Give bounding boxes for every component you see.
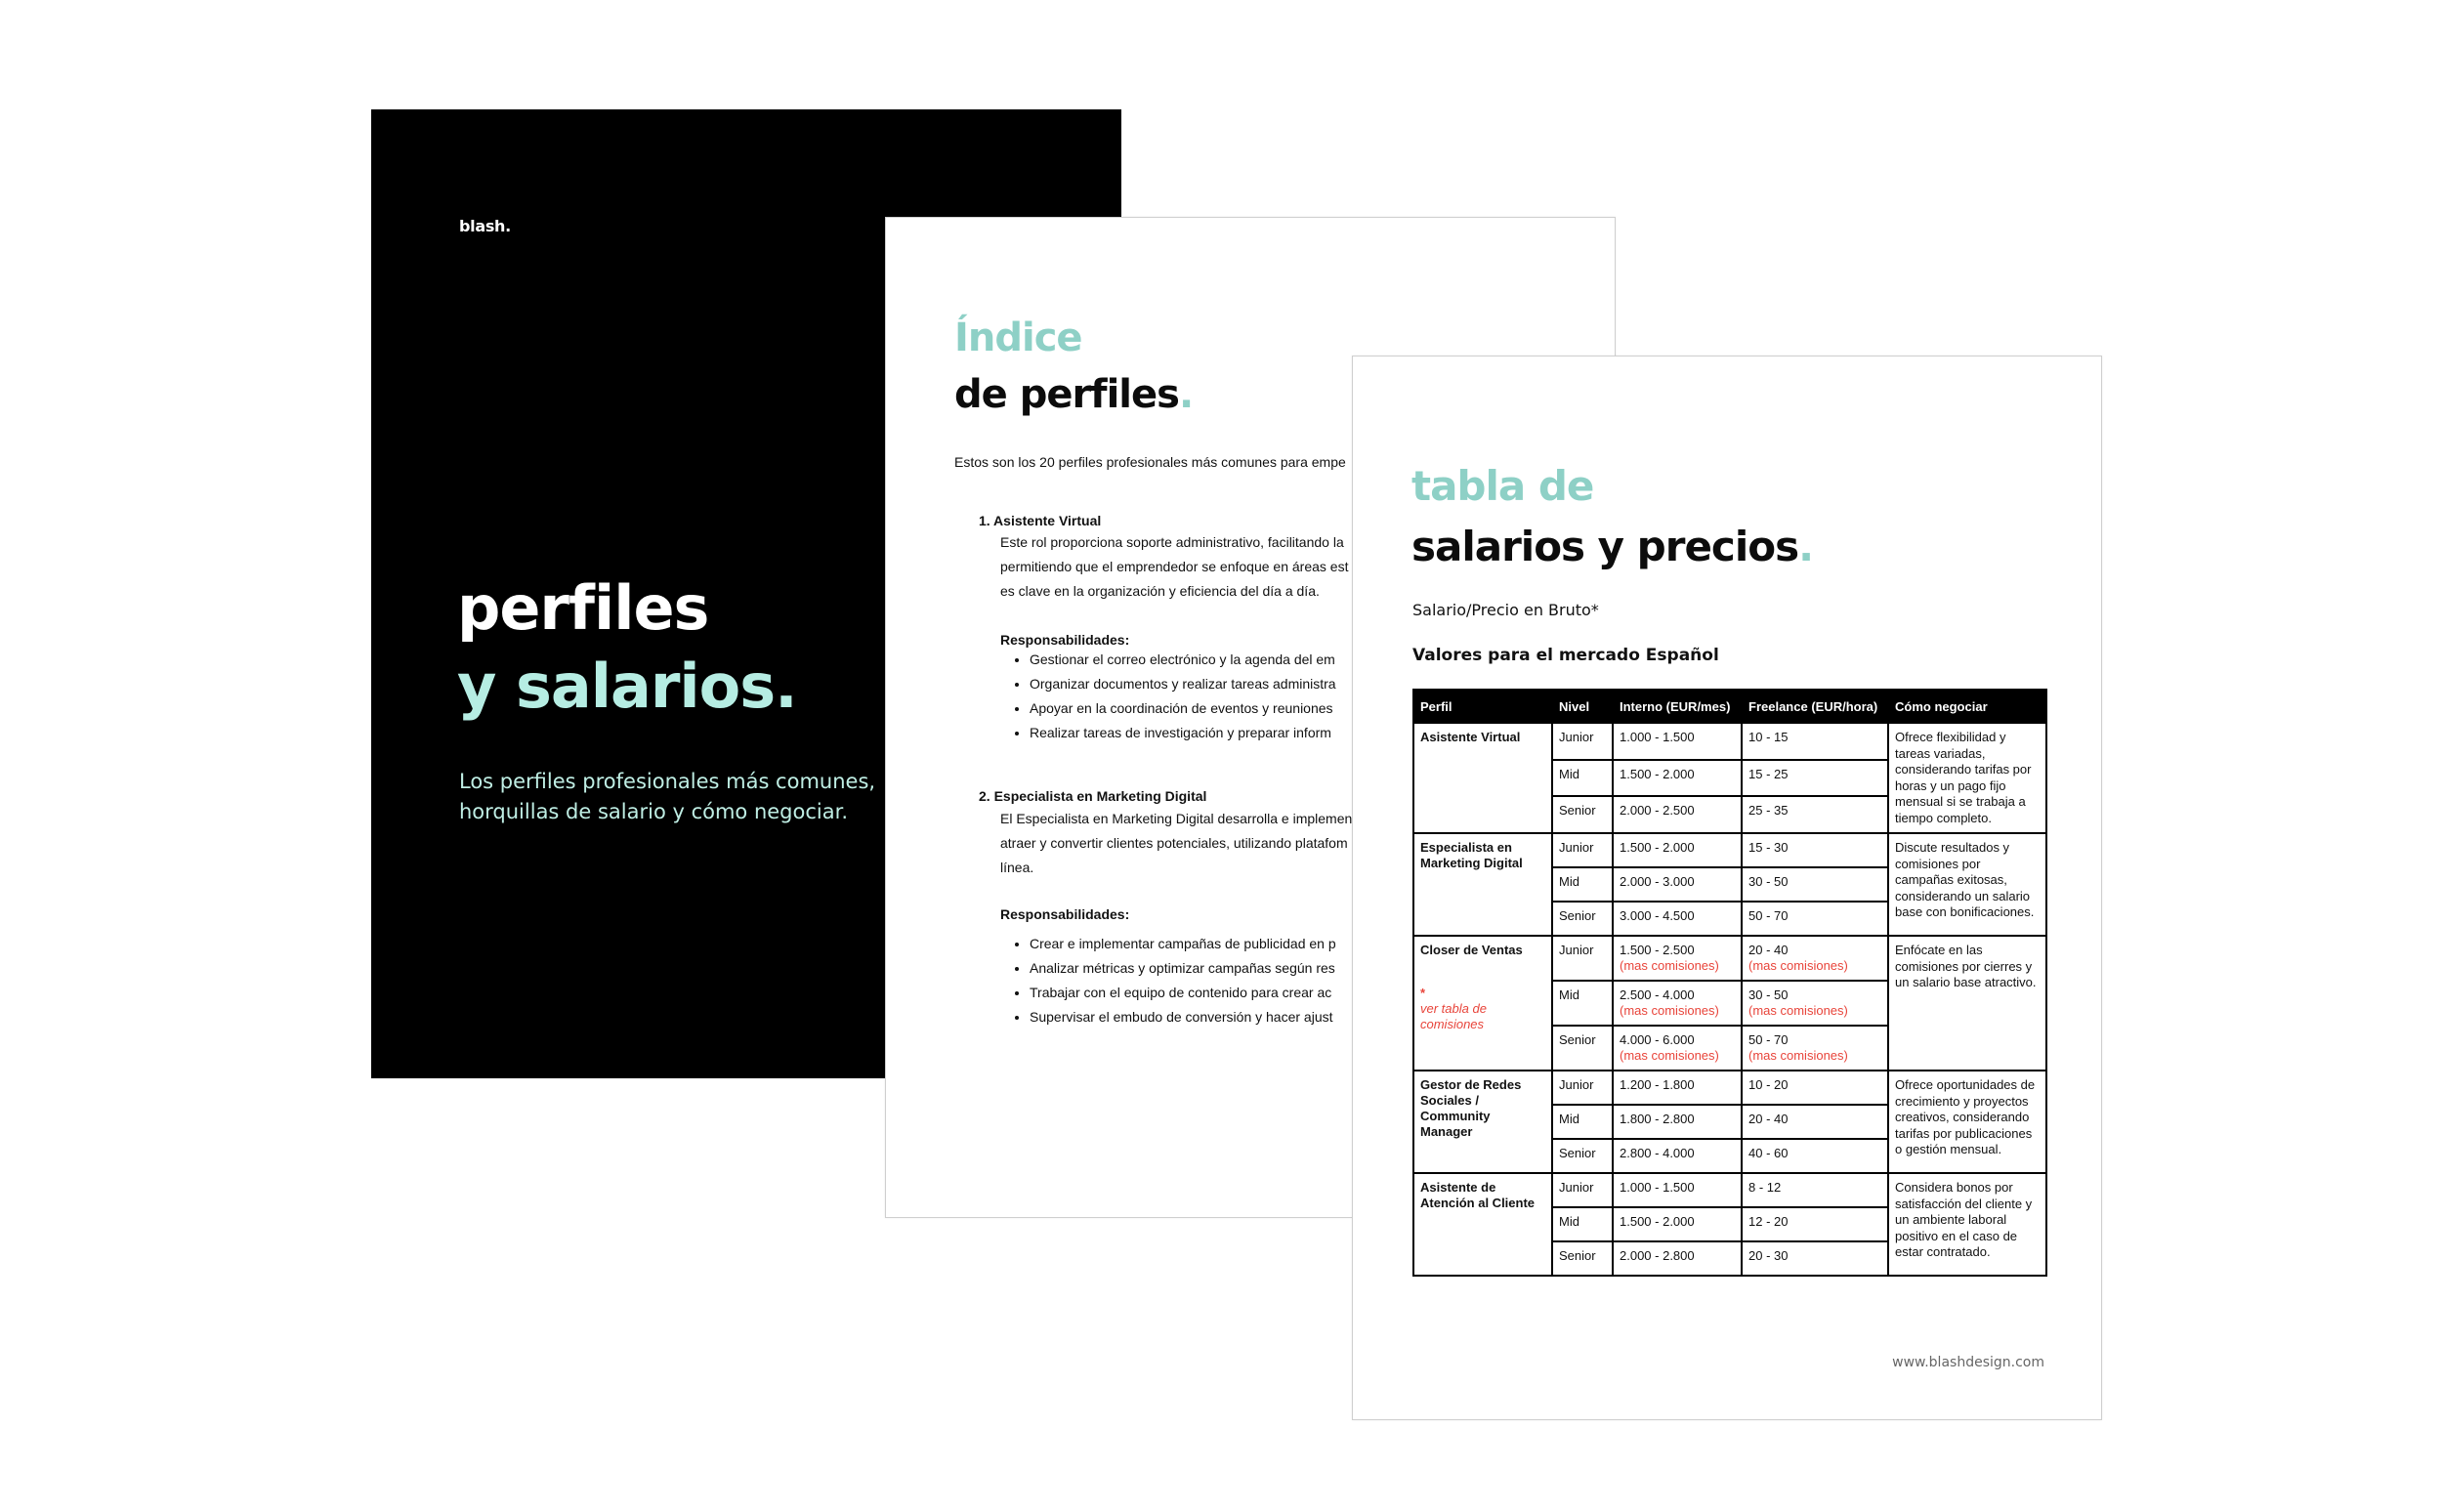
freelance-cell: 50 - 70 <box>1742 902 1888 936</box>
interno-cell: 1.800 - 2.800 <box>1613 1105 1742 1139</box>
interno-cell: 1.500 - 2.000 <box>1613 1207 1742 1241</box>
interno-cell: 1.500 - 2.500 (mas comisiones) <box>1613 936 1742 981</box>
index-item-resp-label: Responsabilidades: <box>1000 906 1130 922</box>
cover-title-line2: y salarios. <box>457 651 797 722</box>
column-header: Nivel <box>1552 690 1613 723</box>
freelance-cell: 20 - 30 <box>1742 1241 1888 1276</box>
nivel-cell: Senior <box>1552 902 1613 936</box>
index-title-line1: Índice <box>954 315 1082 360</box>
index-title-line2: de perfiles. <box>954 372 1194 417</box>
nivel-cell: Junior <box>1552 1173 1613 1207</box>
nivel-cell: Mid <box>1552 981 1613 1026</box>
index-item-title: 1. Asistente Virtual <box>979 513 1102 528</box>
interno-cell: 1.500 - 2.000 <box>1613 833 1742 867</box>
table-header-row <box>1413 690 2046 723</box>
index-item-desc: El Especialista en Marketing Digital desarrolla e implemen atraer y convertir clientes potenciales, utilizando platafom línea. <box>1000 811 1353 875</box>
perfil-note: ver tabla de comisiones <box>1420 1001 1487 1031</box>
freelance-cell: 20 - 40 (mas comisiones) <box>1742 936 1888 981</box>
perfil-cell: Asistente de Atención al Cliente <box>1413 1173 1552 1276</box>
interno-cell: 2.500 - 4.000 (mas comisiones) <box>1613 981 1742 1026</box>
column-header: Cómo negociar <box>1888 690 2046 723</box>
index-item-bullets: • Crear e implementar campañas de publicidad en p • Analizar métricas y optimizar campañas según res • Trabajar con el equipo de contenido para crear ac • Supervisar el embudo de conversión y hacer ajust <box>1000 932 1336 1029</box>
nivel-cell: Senior <box>1552 1241 1613 1276</box>
negociar-cell: Ofrece flexibilidad y tareas variadas, considerando tarifas por horas y un pago fijo mensual si se trabaja a tiempo completo. <box>1888 723 2046 833</box>
negociar-cell: Enfócate en las comisiones por cierres y un salario base atractivo. <box>1888 936 2046 1071</box>
interno-cell: 2.000 - 3.000 <box>1613 867 1742 902</box>
interno-cell: 1.000 - 1.500 <box>1613 1173 1742 1207</box>
table-row <box>1413 936 2046 981</box>
column-header: Freelance (EUR/hora) <box>1742 690 1888 723</box>
nivel-cell: Mid <box>1552 1207 1613 1241</box>
freelance-cell: 30 - 50 (mas comisiones) <box>1742 981 1888 1026</box>
perfil-cell: Asistente Virtual <box>1413 723 1552 833</box>
cover-subtitle: Los perfiles profesionales más comunes, horquillas de salario y cómo negociar. <box>459 770 876 823</box>
freelance-cell: 15 - 30 <box>1742 833 1888 867</box>
perfil-cell: Especialista en Marketing Digital <box>1413 833 1552 936</box>
index-item-resp-label: Responsabilidades: <box>1000 632 1130 648</box>
interno-cell: 1.000 - 1.500 <box>1613 723 1742 760</box>
interno-cell: 1.500 - 2.000 <box>1613 760 1742 797</box>
salary-table <box>1412 689 2047 1277</box>
nivel-cell: Mid <box>1552 1105 1613 1139</box>
table-row <box>1413 1071 2046 1105</box>
freelance-cell: 10 - 20 <box>1742 1071 1888 1105</box>
nivel-cell: Senior <box>1552 1139 1613 1173</box>
index-intro: Estos son los 20 perfiles profesionales más comunes para empe <box>954 454 1346 470</box>
column-header: Interno (EUR/mes) <box>1613 690 1742 723</box>
freelance-cell: 40 - 60 <box>1742 1139 1888 1173</box>
freelance-cell: 50 - 70 (mas comisiones) <box>1742 1026 1888 1071</box>
table-row <box>1413 833 2046 867</box>
salary-table-page <box>1352 356 2102 1420</box>
freelance-cell: 15 - 25 <box>1742 760 1888 797</box>
table-subtitle: Salario/Precio en Bruto* <box>1412 601 1599 619</box>
freelance-cell: 8 - 12 <box>1742 1173 1888 1207</box>
nivel-cell: Junior <box>1552 723 1613 760</box>
interno-cell: 2.000 - 2.500 <box>1613 796 1742 833</box>
nivel-cell: Mid <box>1552 867 1613 902</box>
negociar-cell: Considera bonos por satisfacción del cliente y un ambiente laboral positivo en el caso de estar contratado. <box>1888 1173 2046 1276</box>
perfil-cell: Gestor de Redes Sociales / Community Manager <box>1413 1071 1552 1173</box>
freelance-cell: 20 - 40 <box>1742 1105 1888 1139</box>
index-item-bullets: • Gestionar el correo electrónico y la agenda del em • Organizar documentos y realizar tareas administra • Apoyar en la coordinación de eventos y reuniones • Realizar tareas de investigación y preparar inform <box>1000 648 1336 745</box>
website-footer[interactable]: www.blashdesign.com <box>1892 1355 2044 1370</box>
interno-cell: 4.000 - 6.000 (mas comisiones) <box>1613 1026 1742 1071</box>
freelance-cell: 12 - 20 <box>1742 1207 1888 1241</box>
interno-cell: 1.200 - 1.800 <box>1613 1071 1742 1105</box>
freelance-cell: 10 - 15 <box>1742 723 1888 760</box>
perfil-cell: Closer de Ventas * ver tabla de comisiones <box>1413 936 1552 1071</box>
nivel-cell: Junior <box>1552 936 1613 981</box>
interno-cell: 2.000 - 2.800 <box>1613 1241 1742 1276</box>
table-row <box>1413 723 2046 760</box>
freelance-cell: 30 - 50 <box>1742 867 1888 902</box>
nivel-cell: Senior <box>1552 1026 1613 1071</box>
interno-cell: 2.800 - 4.000 <box>1613 1139 1742 1173</box>
table-title-line1: tabla de <box>1411 462 1594 510</box>
freelance-cell: 25 - 35 <box>1742 796 1888 833</box>
nivel-cell: Mid <box>1552 760 1613 797</box>
index-item-desc: Este rol proporciona soporte administrativo, facilitando la permitiendo que el emprendedor se enfoque en áreas est es clave en la organización y eficiencia del día a día. <box>1000 534 1349 599</box>
perfil-note-star: * <box>1420 986 1426 1000</box>
table-row <box>1413 1173 2046 1207</box>
nivel-cell: Junior <box>1552 1071 1613 1105</box>
negociar-cell: Ofrece oportunidades de crecimiento y proyectos creativos, considerando tarifas por publicaciones o gestión mensual. <box>1888 1071 2046 1173</box>
index-item-title: 2. Especialista en Marketing Digital <box>979 788 1207 804</box>
negociar-cell: Discute resultados y comisiones por campañas exitosas, considerando un salario base con bonificaciones. <box>1888 833 2046 936</box>
column-header: Perfil <box>1413 690 1552 723</box>
cover-title-line1: perfiles <box>457 572 709 644</box>
table-title-line2: salarios y precios. <box>1411 523 1814 570</box>
nivel-cell: Senior <box>1552 796 1613 833</box>
table-market-label: Valores para el mercado Español <box>1412 646 1719 665</box>
interno-cell: 3.000 - 4.500 <box>1613 902 1742 936</box>
nivel-cell: Junior <box>1552 833 1613 867</box>
brand-logo: blash. <box>459 217 511 235</box>
